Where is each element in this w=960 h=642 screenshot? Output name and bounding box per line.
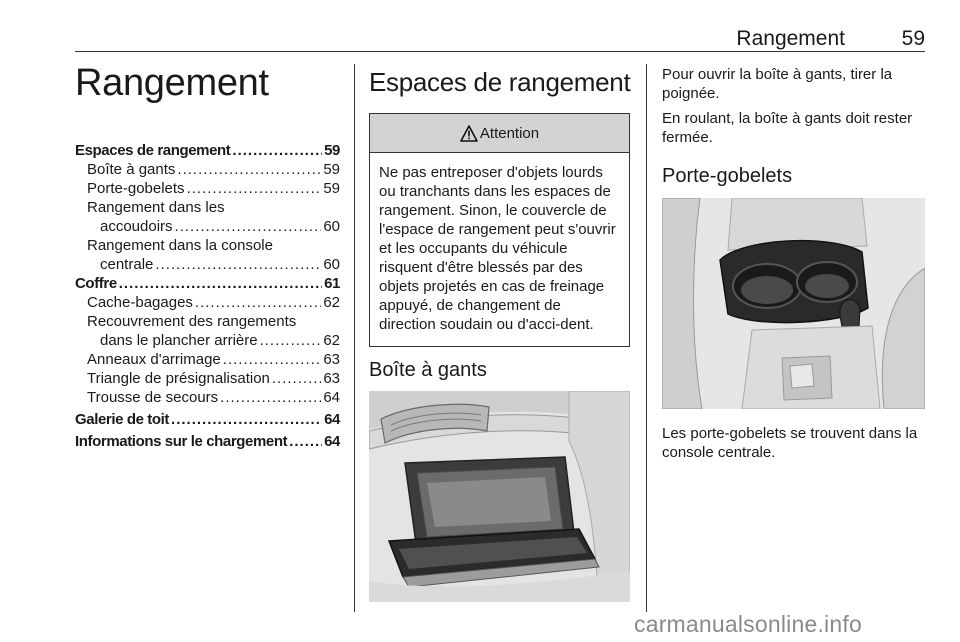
warning-text: Ne pas entreposer d'objets lourds ou tranchants dans les espaces de rangement. Sinon, le couvercle de l'espace de rangement peut s'ouvrir et les occupants du véhicule risquent d'être blessés par des objets projetés en cas de freinage appuyé, de changement de direction soudain ou d'acci-dent. bbox=[379, 164, 616, 333]
toc-entry[interactable]: Triangle de présignalisation ..... 63 bbox=[75, 369, 340, 388]
toc-entry[interactable]: Coffre ..... 61 bbox=[75, 274, 340, 293]
warning-header bbox=[370, 114, 629, 153]
table-of-contents bbox=[75, 141, 340, 451]
header-page-number: 59 bbox=[901, 27, 925, 50]
toc-entry[interactable]: Galerie de toit ..... 64 bbox=[75, 410, 340, 429]
header-rule bbox=[75, 51, 925, 52]
paragraph: Pour ouvrir la boîte à gants, tirer la poignée. bbox=[662, 66, 893, 102]
glovebox-heading: Boîte à gants bbox=[369, 359, 487, 381]
running-header bbox=[75, 26, 925, 52]
warning-box bbox=[369, 113, 630, 347]
warning-triangle-icon bbox=[460, 125, 478, 142]
toc-entry[interactable]: Cache-bagages ..... 62 bbox=[75, 293, 340, 312]
toc-entry[interactable]: centrale ..... 60 bbox=[75, 255, 340, 274]
section-title: Espaces de rangement bbox=[369, 67, 631, 97]
column-divider-left bbox=[354, 64, 355, 612]
cupholder-heading: Porte-gobelets bbox=[662, 165, 793, 187]
toc-entry[interactable]: Informations sur le chargement ..... 64 bbox=[75, 432, 340, 451]
column-divider-right bbox=[646, 64, 647, 612]
glovebox-illustration bbox=[369, 391, 630, 602]
cupholder-caption: Les porte-gobelets se trouvent dans la console centrale. bbox=[662, 425, 918, 461]
paragraph: En roulant, la boîte à gants doit rester fermée. bbox=[662, 110, 913, 146]
toc-entry[interactable]: Rangement dans les bbox=[87, 199, 225, 216]
header-title: Rangement bbox=[736, 27, 845, 50]
chapter-title: Rangement bbox=[75, 62, 269, 104]
toc-entry[interactable]: Trousse de secours ..... 64 bbox=[75, 388, 340, 407]
watermark: carmanualsonline.info bbox=[634, 611, 862, 637]
toc-entry[interactable]: Boîte à gants ..... 59 bbox=[75, 160, 340, 179]
toc-entry[interactable]: Espaces de rangement ..... 59 bbox=[75, 141, 340, 160]
warning-title: Attention bbox=[479, 124, 540, 142]
glovebox-instructions bbox=[662, 65, 930, 153]
toc-entry[interactable]: Recouvrement des rangements bbox=[87, 313, 297, 330]
cupholder-illustration bbox=[662, 198, 925, 409]
toc-entry[interactable]: accoudoirs ..... 60 bbox=[75, 217, 340, 236]
toc-entry[interactable]: Rangement dans la console bbox=[87, 237, 273, 254]
toc-entry[interactable]: Porte-gobelets ..... 59 bbox=[75, 179, 340, 198]
toc-entry[interactable]: Anneaux d'arrimage ..... 63 bbox=[75, 350, 340, 369]
toc-entry[interactable]: dans le plancher arrière ..... 62 bbox=[75, 331, 340, 350]
